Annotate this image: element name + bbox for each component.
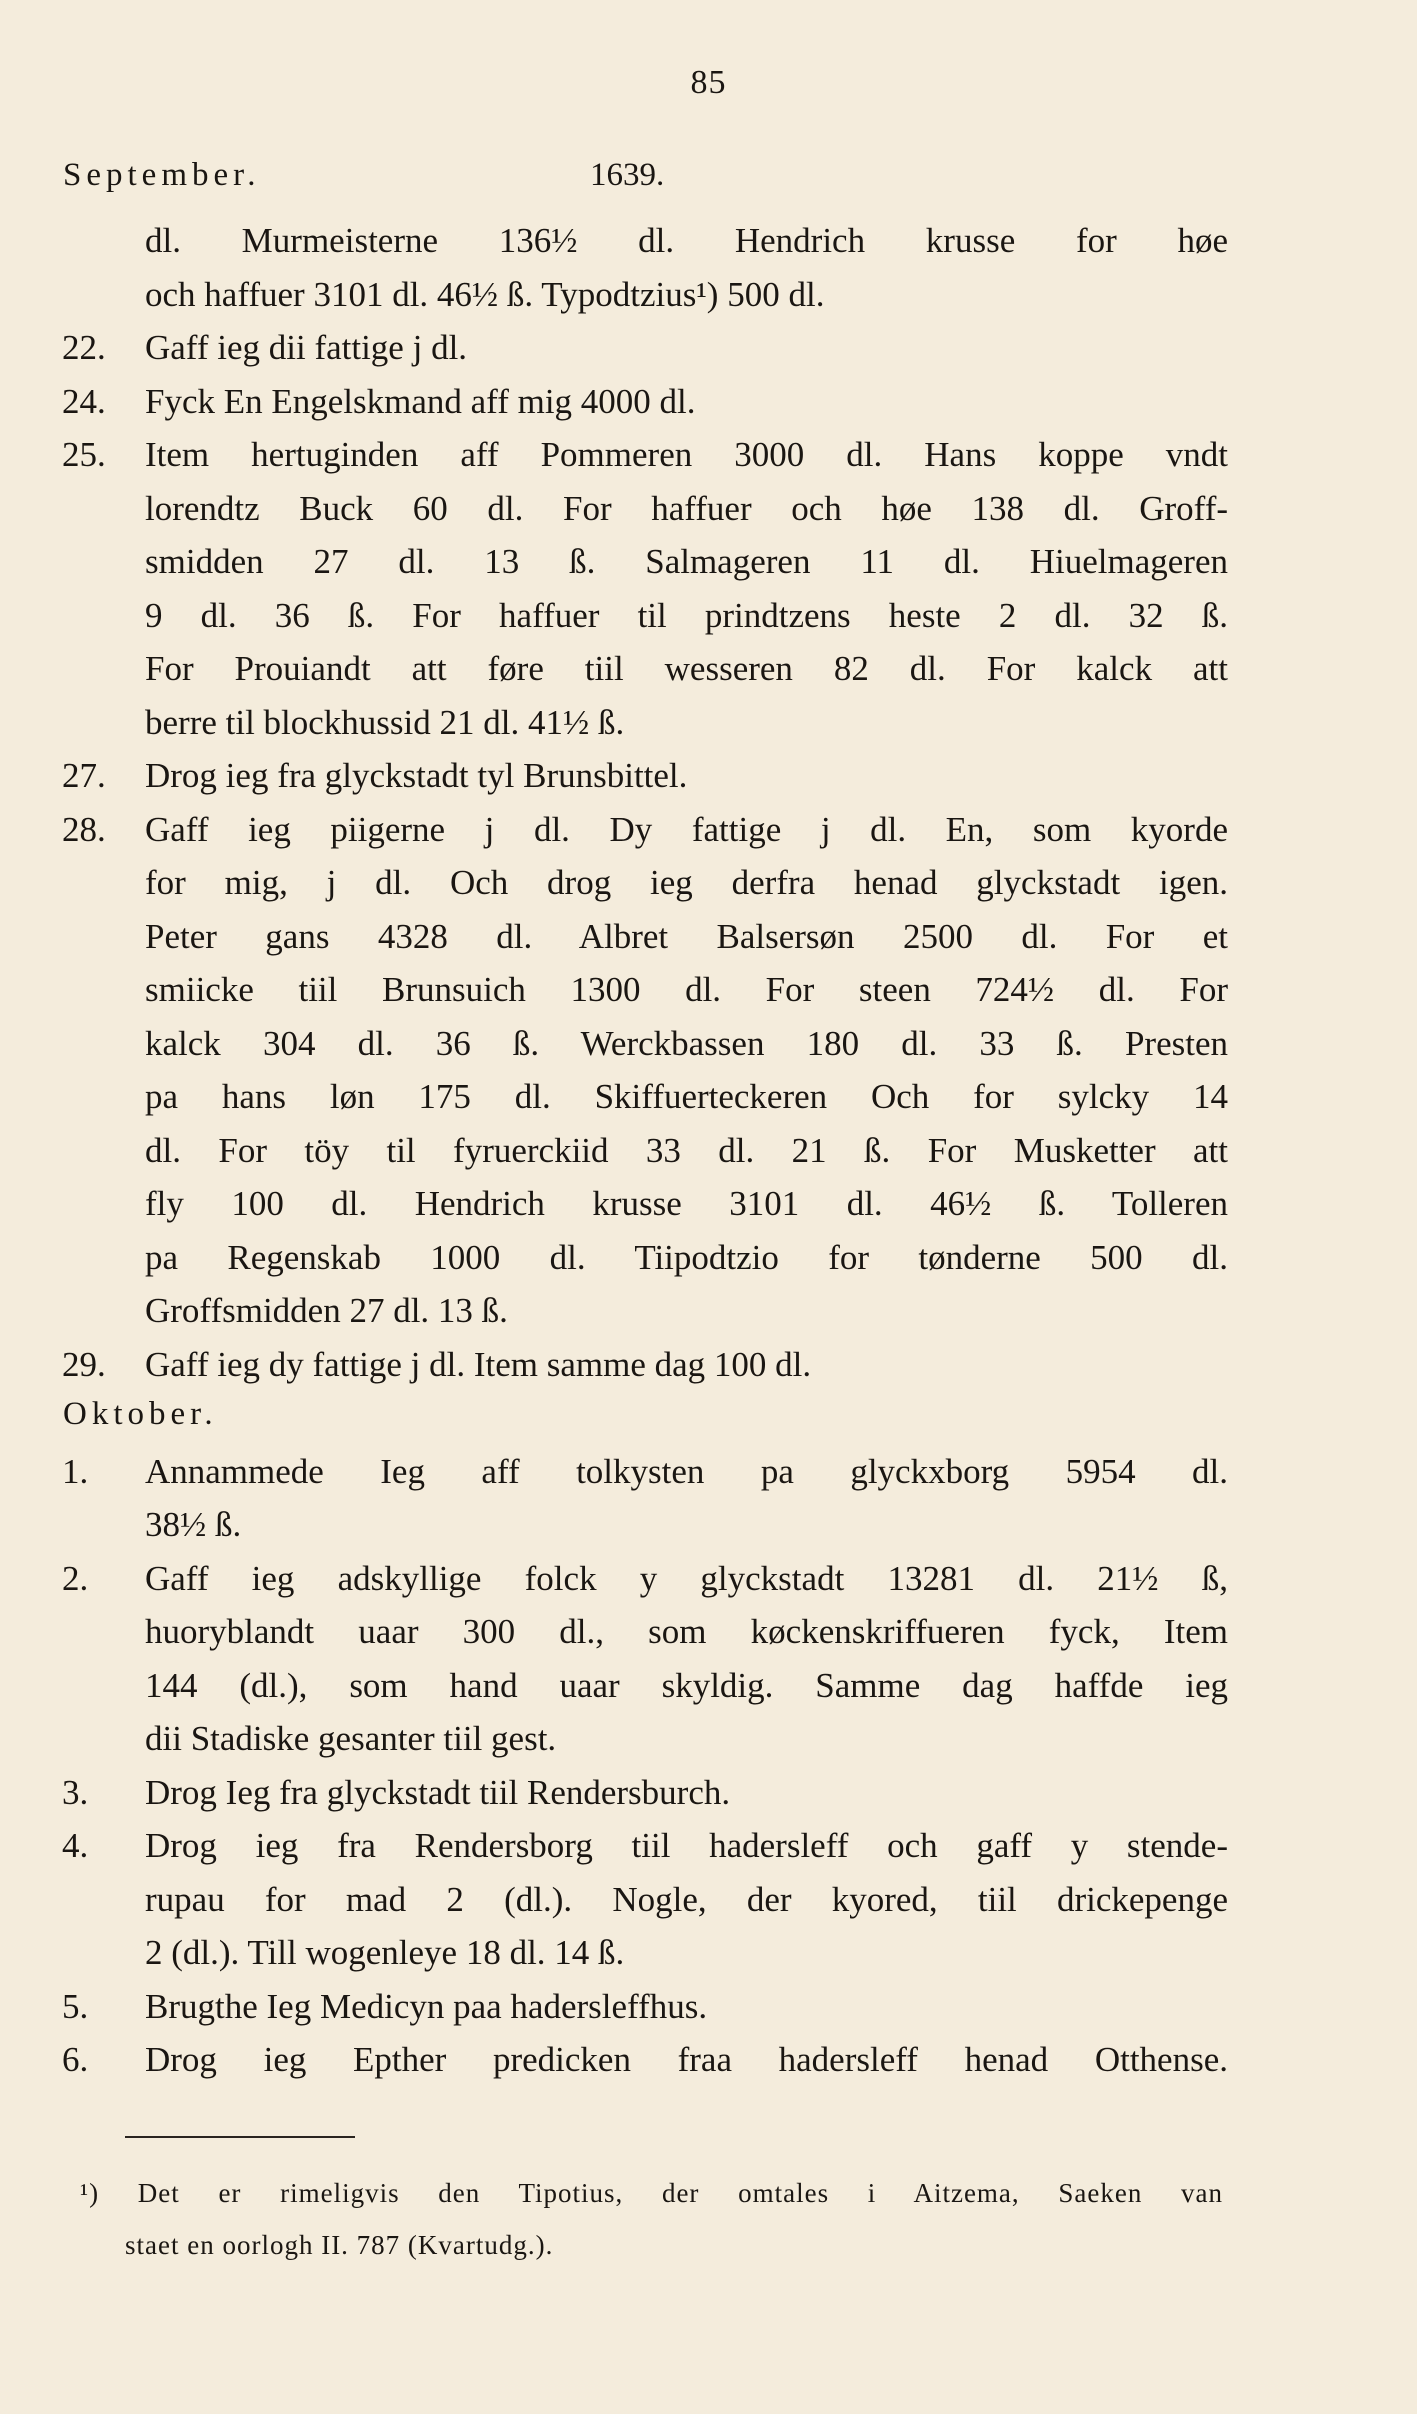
text-line — [0, 1659, 1417, 1713]
line-text: Peter gans 4328 dl. Albret Balsersøn 2500 dl. For et — [145, 916, 1228, 956]
year-heading: 1639. — [590, 157, 665, 193]
text-line — [0, 1498, 1417, 1552]
text-line — [0, 1552, 1417, 1606]
entry-lines — [0, 214, 1417, 2087]
footnote-line-1: ¹) Det er rimeligvis den Tipotius, der omtales i Aitzema, Saeken van — [80, 2178, 1223, 2208]
text-line — [0, 2033, 1417, 2087]
text-line — [0, 1070, 1417, 1124]
text-line — [0, 803, 1417, 857]
line-text: 2 (dl.). Till wogenleye 18 dl. 14 ß. — [145, 1933, 625, 1972]
entry-day-number: 6. — [62, 2040, 89, 2079]
line-text: Drog Ieg fra glyckstadt tiil Rendersburch. — [145, 1772, 731, 1812]
text-line — [0, 482, 1417, 536]
text-line — [0, 749, 1417, 803]
line-text: och haffuer 3101 dl. 46½ ß. Typodtzius¹) 500 dl. — [145, 274, 825, 314]
text-line — [0, 1766, 1417, 1820]
text-line — [0, 642, 1417, 696]
line-text: Gaff ieg piigerne j dl. Dy fattige j dl. En, som kyorde — [145, 809, 1228, 849]
line-text: For Prouiandt att føre tiil wesseren 82 dl. For kalck att — [145, 649, 1228, 688]
text-line — [0, 428, 1417, 482]
line-text: 9 dl. 36 ß. For haffuer til prindtzens heste 2 dl. 32 ß. — [145, 595, 1228, 635]
text-line — [0, 1445, 1417, 1499]
text-line — [0, 1980, 1417, 2034]
line-text: Gaff ieg dy fattige j dl. Item samme dag 100 dl. — [145, 1344, 812, 1384]
footnote-line-2: staet en oorlogh II. 787 (Kvartudg.). — [125, 2230, 554, 2260]
line-text: pa Regenskab 1000 dl. Tiipodtzio for tønderne 500 dl. — [145, 1237, 1228, 1277]
text-line — [0, 1873, 1417, 1927]
entry-day-number: 22. — [62, 328, 106, 367]
line-text: dl. Murmeisterne 136½ dl. Hendrich krusse for høe — [145, 221, 1228, 260]
line-text: Gaff ieg adskyllige folck y glyckstadt 13281 dl. 21½ ß, — [145, 1558, 1228, 1598]
line-text: 38½ ß. — [145, 1505, 242, 1544]
line-text: kalck 304 dl. 36 ß. Werckbassen 180 dl. 33 ß. Presten — [145, 1023, 1228, 1063]
text-line — [0, 1926, 1417, 1980]
line-text: Drog ieg fra Rendersborg tiil hadersleff och gaff y stende- — [145, 1826, 1228, 1865]
text-line — [0, 963, 1417, 1017]
line-text: smidden 27 dl. 13 ß. Salmageren 11 dl. Hiuelmageren — [145, 542, 1228, 581]
entry-day-number: 29. — [62, 1344, 106, 1384]
entry-day-number: 2. — [62, 1558, 89, 1598]
text-line — [0, 1338, 1417, 1392]
text-line — [0, 1819, 1417, 1873]
line-text: for mig, j dl. Och drog ieg derfra henad glyckstadt igen. — [145, 863, 1228, 902]
entry-day-number: 24. — [62, 381, 106, 421]
line-text: rupau for mad 2 (dl.). Nogle, der kyored, tiil drickepenge — [145, 1879, 1228, 1919]
text-line — [0, 535, 1417, 589]
text-line — [0, 214, 1417, 268]
text-line — [0, 1712, 1417, 1766]
text-line — [0, 910, 1417, 964]
line-text: dii Stadiske gesanter tiil gest. — [145, 1719, 557, 1758]
text-line — [0, 1605, 1417, 1659]
line-text: dl. For töy til fyruerckiid 33 dl. 21 ß. For Musketter att — [145, 1130, 1228, 1170]
text-line — [0, 1017, 1417, 1071]
text-line — [0, 1177, 1417, 1231]
line-text: huoryblandt uaar 300 dl., som køckenskriffueren fyck, Item — [145, 1612, 1228, 1651]
line-text: lorendtz Buck 60 dl. For haffuer och høe 138 dl. Groff- — [145, 488, 1228, 528]
line-text: Brugthe Ieg Medicyn paa hadersleffhus. — [145, 1986, 708, 2026]
line-text: pa hans løn 175 dl. Skiffuerteckeren Och for sylcky 14 — [145, 1077, 1228, 1116]
line-text: smiicke tiil Brunsuich 1300 dl. For steen 724½ dl. For — [145, 970, 1228, 1009]
page-number: 85 — [690, 64, 727, 101]
entry-day-number: 3. — [62, 1772, 89, 1812]
line-text: 144 (dl.), som hand uaar skyldig. Samme dag haffde ieg — [145, 1665, 1228, 1705]
line-text: fly 100 dl. Hendrich krusse 3101 dl. 46½ ß. Tolleren — [145, 1184, 1228, 1223]
entry-day-number: 27. — [62, 756, 106, 795]
entry-day-number: 4. — [62, 1826, 89, 1865]
line-text: Annammede Ieg aff tolkysten pa glyckxborg 5954 dl. — [145, 1451, 1228, 1491]
month-heading-september: September. — [63, 157, 261, 193]
text-line — [0, 321, 1417, 375]
entry-day-number: 5. — [62, 1986, 89, 2026]
text-line — [0, 856, 1417, 910]
entry-day-number: 25. — [62, 435, 106, 474]
text-line — [0, 1284, 1417, 1338]
line-text: Drog ieg fra glyckstadt tyl Brunsbittel. — [145, 756, 688, 795]
line-text: Fyck En Engelskmand aff mig 4000 dl. — [145, 381, 696, 421]
text-line — [0, 268, 1417, 322]
text-line — [0, 696, 1417, 750]
entry-day-number: 1. — [62, 1451, 89, 1491]
footnote-rule — [125, 2136, 355, 2138]
line-text: Item hertuginden aff Pommeren 3000 dl. Hans koppe vndt — [145, 435, 1228, 474]
text-line — [0, 1124, 1417, 1178]
text-line — [0, 1231, 1417, 1285]
line-text: Groffsmidden 27 dl. 13 ß. — [145, 1291, 508, 1330]
month-heading-october: Oktober. — [63, 1396, 218, 1432]
entry-day-number: 28. — [62, 809, 106, 849]
line-text: berre til blockhussid 21 dl. 41½ ß. — [145, 702, 625, 742]
line-text: Drog ieg Epther predicken fraa hadersleff henad Otthense. — [145, 2040, 1228, 2079]
text-line — [0, 375, 1417, 429]
text-line — [0, 589, 1417, 643]
line-text: Gaff ieg dii fattige j dl. — [145, 328, 468, 367]
